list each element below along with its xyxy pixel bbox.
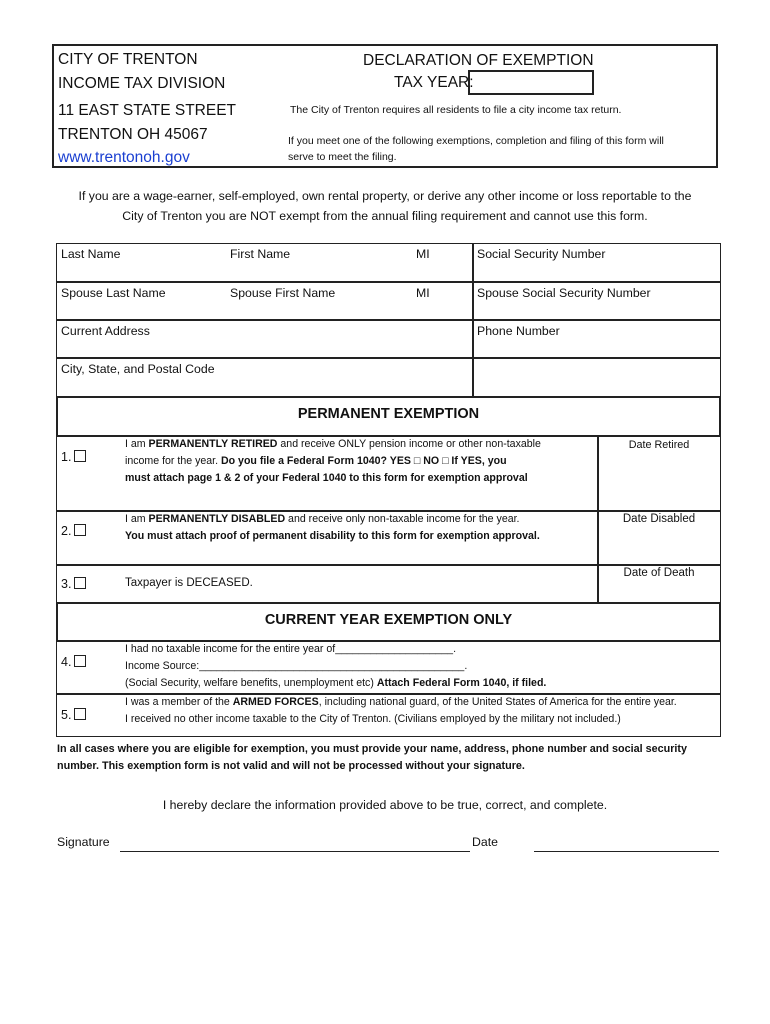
option-2-line1: I am PERMANENTLY DISABLED and receive only non-taxable income for the year.	[125, 513, 520, 525]
permanent-exemption-title: PERMANENT EXEMPTION	[297, 406, 480, 422]
city-state-zip: TRENTON OH 45067	[58, 126, 208, 143]
option-4-line2: Income Source:_____________________________________________.	[125, 660, 468, 672]
blank-field	[472, 357, 721, 398]
option-2-line2: You must attach proof of permanent disability to this form for exemption approval.	[125, 530, 540, 542]
checkbox-icon[interactable]	[74, 524, 86, 536]
option-4-line1: I had no taxable income for the entire year of____________________.	[125, 643, 457, 655]
option-1-line2: income for the year. Do you file a Federal Form 1040? YES □ NO □ If YES, you	[125, 455, 507, 467]
option-2-checkbox[interactable]	[61, 524, 86, 538]
date-label: Date	[472, 835, 498, 849]
street-address: 11 EAST STATE STREET	[58, 102, 237, 119]
city-state-postal-label: City, State, and Postal Code	[61, 362, 215, 376]
date-line[interactable]	[534, 834, 719, 852]
option-1-number: 1.	[61, 450, 72, 464]
option-3-checkbox[interactable]	[61, 577, 86, 591]
option-5-line2: I received no other income taxable to the City of Trenton. (Civilians employed by the military not included.)	[125, 713, 621, 725]
declaration-statement: I hereby declare the information provided above to be true, correct, and complete.	[162, 798, 608, 812]
city-name: CITY OF TRENTON	[58, 51, 198, 68]
spouse-last-name-label: Spouse Last Name	[61, 286, 166, 300]
form-title: DECLARATION OF EXEMPTION	[363, 52, 594, 69]
tax-year-label: TAX YEAR:	[394, 74, 474, 91]
checkbox-icon[interactable]	[74, 577, 86, 589]
spouse-mi-label: MI	[416, 286, 430, 300]
date-of-death-label: Date of Death	[623, 567, 695, 579]
checkbox-icon[interactable]	[74, 708, 86, 720]
last-name-label: Last Name	[61, 247, 121, 261]
option-1-line3: must attach page 1 & 2 of your Federal 1040 to this form for exemption approval	[125, 472, 528, 484]
exemption-note-line2: serve to meet the filing.	[288, 151, 397, 163]
tax-year-input[interactable]	[468, 70, 594, 95]
date-retired-label: Date Retired	[628, 439, 690, 451]
option-1-line1: I am PERMANENTLY RETIRED and receive ONLY pension income or other non-taxable	[125, 438, 541, 450]
signature-label: Signature	[57, 835, 110, 849]
ssn-label: Social Security Number	[477, 247, 606, 261]
phone-number-label: Phone Number	[477, 324, 560, 338]
option-4-number: 4.	[61, 655, 72, 669]
option-1-checkbox[interactable]	[61, 450, 86, 464]
checkbox-icon[interactable]	[74, 655, 86, 667]
current-address-label: Current Address	[61, 324, 150, 338]
option-3-text: Taxpayer is DECEASED.	[125, 577, 253, 589]
date-disabled-label: Date Disabled	[622, 513, 696, 525]
option-2-number: 2.	[61, 524, 72, 538]
mi-label: MI	[416, 247, 430, 261]
option-4-line3: (Social Security, welfare benefits, unemployment etc) Attach Federal Form 1040, if filed.	[125, 677, 547, 689]
option-5-checkbox[interactable]	[61, 708, 86, 722]
intro-line2: City of Trenton you are NOT exempt from the annual filing requirement and cannot use this form.	[122, 209, 648, 223]
eligibility-note-line2: number. This exemption form is not valid and will not be processed without your signature.	[57, 760, 525, 772]
option-3-number: 3.	[61, 577, 72, 591]
option-5-line1: I was a member of the ARMED FORCES, including national guard, of the United States of America for the entire year.	[125, 696, 677, 708]
division-name: INCOME TAX DIVISION	[58, 75, 226, 92]
option-5-number: 5.	[61, 708, 72, 722]
eligibility-note-line1: In all cases where you are eligible for exemption, you must provide your name, address, phone number and social security	[57, 743, 688, 755]
requirement-note: The City of Trenton requires all residents to file a city income tax return.	[290, 104, 622, 116]
option-4-checkbox[interactable]	[61, 655, 86, 669]
exemption-note-line1: If you meet one of the following exemptions, completion and filing of this form will	[288, 135, 664, 147]
intro-line1: If you are a wage-earner, self-employed, own rental property, or derive any other income or loss reportable to the	[78, 189, 692, 203]
first-name-label: First Name	[230, 247, 291, 261]
website-link[interactable]: www.trentonoh.gov	[58, 149, 190, 166]
checkbox-icon[interactable]	[74, 450, 86, 462]
current-year-exemption-title: CURRENT YEAR EXEMPTION ONLY	[264, 612, 513, 628]
spouse-first-name-label: Spouse First Name	[230, 286, 336, 300]
spouse-ssn-label: Spouse Social Security Number	[477, 286, 651, 300]
signature-line[interactable]	[120, 834, 470, 852]
